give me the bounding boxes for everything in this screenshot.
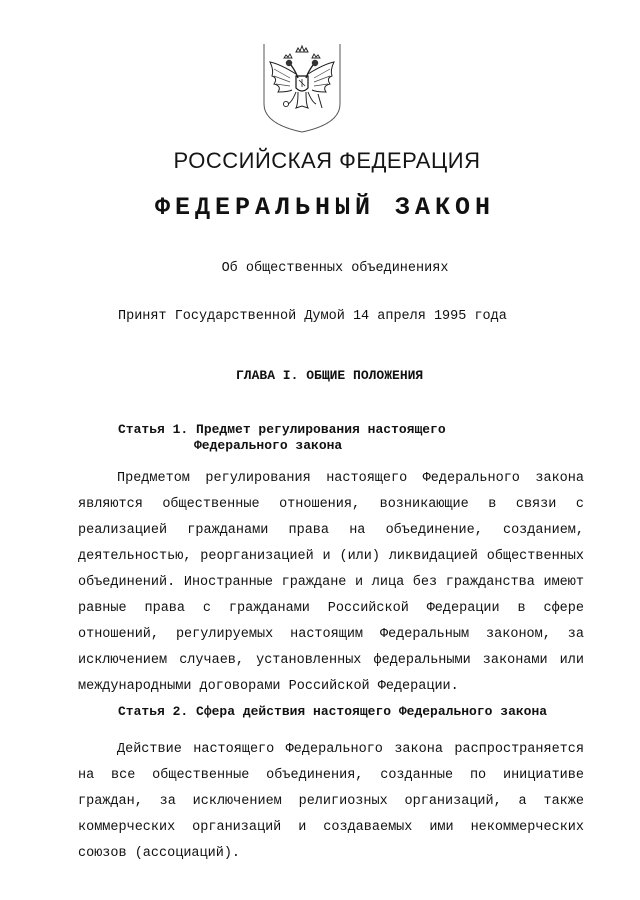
article-2-heading <box>118 704 547 720</box>
article-1-heading-line1: Статья 1. Предмет регулирования настоящего <box>118 422 446 437</box>
article-1-heading <box>118 422 446 454</box>
adoption-note: Принят Государственной Думой 14 апреля 1995 года <box>118 309 507 324</box>
country-name: РОССИЙСКАЯ ФЕДЕРАЦИЯ <box>173 148 481 173</box>
article-1-heading-line2: Федерального закона <box>194 438 343 453</box>
law-title: Об общественных объединениях <box>221 261 449 276</box>
chapter-heading: ГЛАВА I. ОБЩИЕ ПОЛОЖЕНИЯ <box>236 368 424 383</box>
article-2-text: Действие настоящего Федерального закона распространяется на все общественные объединения, созданные по инициативе граждан, за исключением религиозных организаций, а также коммерческих организаций и создаваемых ими некоммерческих союзов (ассоциаций). <box>78 742 584 861</box>
article-2-heading-line1: Статья 2. Сфера действия настоящего Федерального закона <box>118 704 548 719</box>
law-type: ФЕДЕРАЛЬНЫЙ ЗАКОН <box>154 193 496 222</box>
russian-coat-of-arms-icon <box>262 42 342 134</box>
article-1-text: Предметом регулирования настоящего Федерального закона являются общественные отношения, возникающие в связи с реализацией гражданами права на объединение, созданием, деятельностью, реорганизацией и (или) ликвидацией общественных объединений. Иностранные граждане и лица без гражданства имеют равные права с гражданами Российской Федерации в сфере отношений, регулируемых настоящим Федеральным законом, за исключением случаев, установленных федеральными законами или международными договорами Российской Федерации. <box>78 471 584 694</box>
